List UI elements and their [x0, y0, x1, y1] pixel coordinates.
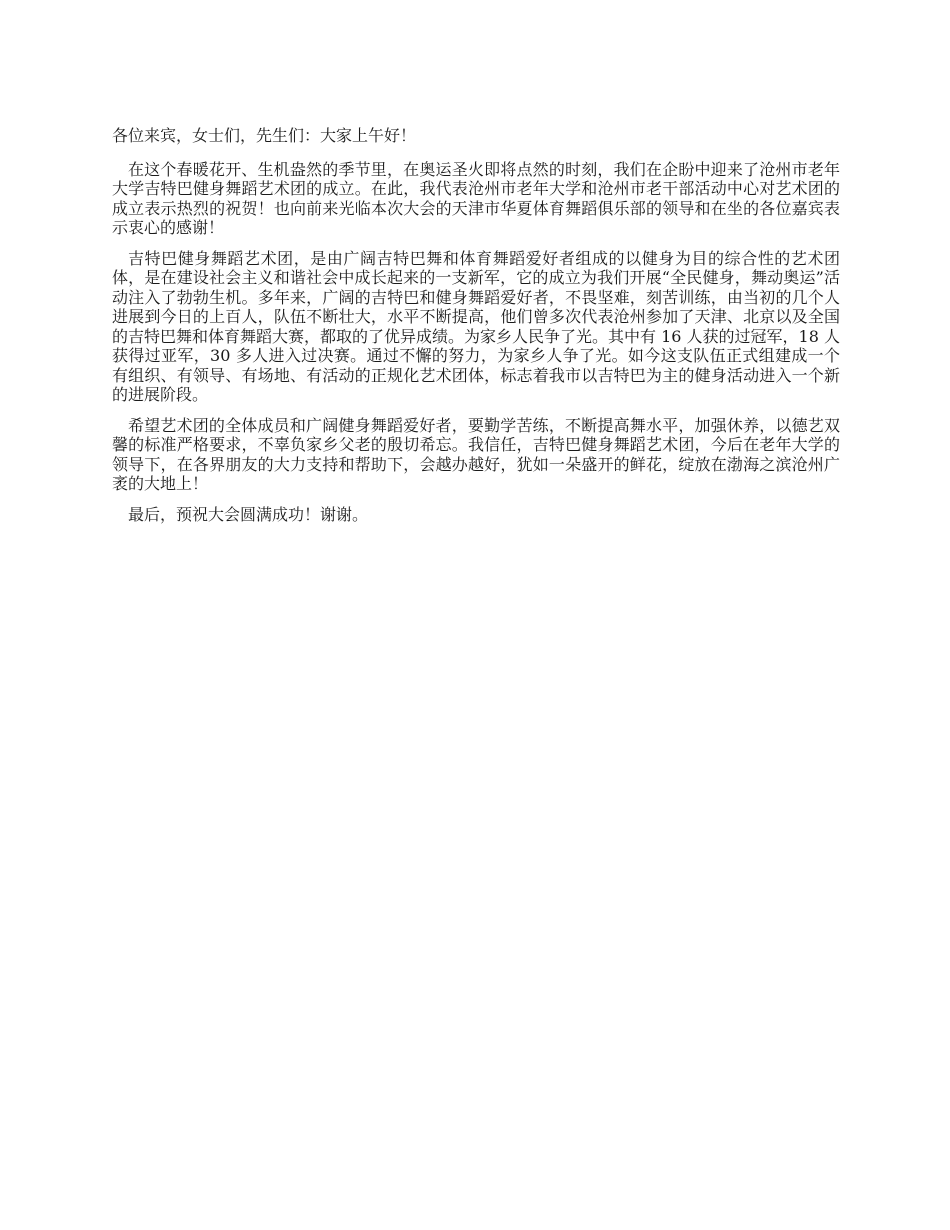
- greeting-line: 各位来宾，女士们，先生们：大家上午好！: [112, 126, 417, 145]
- paragraph-closing: 最后，预祝大会圆满成功！谢谢。: [128, 504, 369, 524]
- document-page: [112, 126, 840, 535]
- paragraph-hopes: 希望艺术团的全体成员和广阔健身舞蹈爱好者，要勤学苦练，不断提高舞水平，加强休养，以德艺双馨的标准严格要求，不辜负家乡父老的殷切希忘。我信任，吉特巴健身舞蹈艺术团，今后在老年大学的领导下，在各界朋友的大力支持和帮助下，会越办越好，犹如一朵盛开的鲜花，绽放在渤海之滨沧州广袤的大地上！: [112, 415, 840, 493]
- paragraph-troupe-history: 吉特巴健身舞蹈艺术团，是由广阔吉特巴舞和体育舞蹈爱好者组成的以健身为目的综合性的艺术团体，是在建设社会主义和谐社会中成长起来的一支新军，它的成立为我们开展“全民健身，舞动奥运”活动注入了勃勃生机。多年来，广阔的吉特巴和健身舞蹈爱好者，不畏坚难，刻苦训练，由当初的几个人进展到今日的上百人，队伍不断壮大，水平不断提高，他们曾多次代表沧州参加了天津、北京以及全国的吉特巴舞和体育舞蹈大赛，都取的了优异成绩。为家乡人民争了光。其中有 16 人获的过冠军，18 人获得过亚军，30 多人进入过决赛。通过不懈的努力，为家乡人争了光。如今这支队伍正式组建成一个有组织、有领导、有场地、有活动的正规化艺术团体，标志着我市以吉特巴为主的健身活动进入一个新的进展阶段。: [112, 248, 840, 404]
- paragraph-opening: 在这个春暖花开、生机盎然的季节里，在奥运圣火即将点然的时刻，我们在企盼中迎来了沧州市老年大学吉特巴健身舞蹈艺术团的成立。在此，我代表沧州市老年大学和沧州市老干部活动中心对艺术团的成立表示热烈的祝贺！也向前来光临本次大会的天津市华夏体育舞蹈俱乐部的领导和在坐的各位嘉宾表示衷心的感谢！: [112, 159, 840, 237]
